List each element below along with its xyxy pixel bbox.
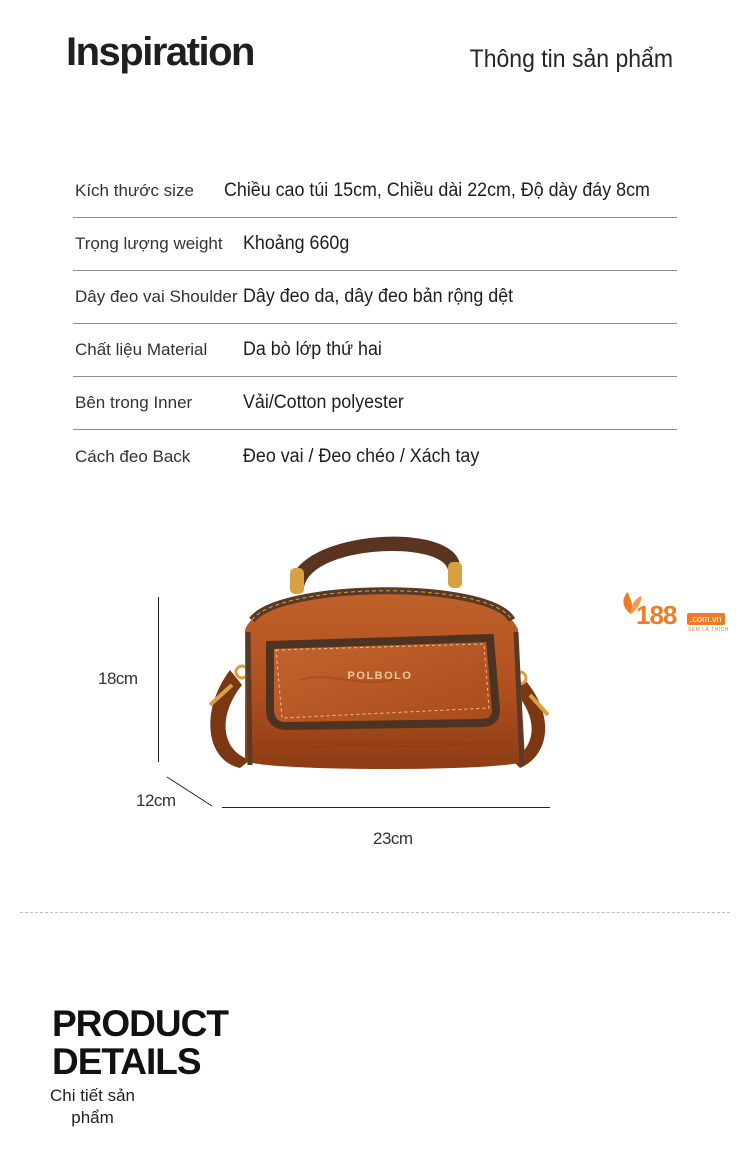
handbag-image bbox=[190, 520, 570, 780]
spec-row-shoulder bbox=[73, 271, 677, 324]
height-dimension-label: 18cm bbox=[98, 669, 138, 688]
spec-label: Chất liệu Material bbox=[75, 340, 208, 359]
spec-value: Dây đeo da, dây đeo bản rộng dệt bbox=[243, 286, 514, 307]
height-dimension-line bbox=[158, 597, 159, 762]
spec-value: Chiều cao túi 15cm, Chiều dài 22cm, Độ dày đáy 8cm bbox=[223, 180, 650, 201]
dashed-divider bbox=[20, 912, 730, 913]
spec-label: Dây đeo vai Shoulder bbox=[75, 287, 238, 306]
page-title: Inspiration bbox=[66, 30, 254, 74]
spec-label: Cách đeo Back bbox=[75, 446, 191, 466]
spec-value: Đeo vai / Đeo chéo / Xách tay bbox=[243, 445, 480, 467]
top-handle bbox=[290, 537, 460, 588]
spec-table bbox=[73, 165, 677, 483]
product-details-line1: PRODUCT bbox=[52, 1003, 228, 1044]
handle-ring-left-icon bbox=[290, 568, 304, 594]
product-details-subtitle: Chi tiết sản phẩm bbox=[49, 1086, 136, 1127]
width-dimension-label: 23cm bbox=[373, 829, 413, 848]
brand-label: POLBOLO bbox=[347, 670, 413, 682]
watermark-domain: .com.vn bbox=[687, 613, 725, 625]
spec-row-carry bbox=[73, 430, 677, 483]
product-details-title bbox=[52, 1005, 228, 1081]
spec-value: Khoảng 660g bbox=[243, 233, 350, 254]
product-details-line2: DETAILS bbox=[52, 1041, 201, 1082]
watermark-number: 188 bbox=[636, 600, 677, 630]
handle-ring-right-icon bbox=[448, 562, 462, 588]
depth-dimension-label: 12cm bbox=[136, 791, 176, 810]
spec-value: Da bò lớp thứ hai bbox=[243, 339, 382, 360]
width-dimension-line bbox=[222, 807, 550, 808]
spec-label: Kích thước size bbox=[75, 181, 194, 200]
spec-row-weight bbox=[73, 218, 677, 271]
spec-row-size bbox=[73, 165, 677, 218]
spec-label: Bên trong Inner bbox=[75, 393, 193, 412]
watermark-tagline: XEM LÀ THÍCH bbox=[688, 627, 729, 633]
spec-label: Trọng lượng weight bbox=[75, 234, 223, 253]
spec-row-inner bbox=[73, 377, 677, 430]
side-piping-left bbox=[248, 632, 250, 765]
spec-value: Vải/Cotton polyester bbox=[243, 392, 404, 413]
page-subtitle: Thông tin sản phẩm bbox=[469, 45, 673, 73]
spec-row-material bbox=[73, 324, 677, 377]
